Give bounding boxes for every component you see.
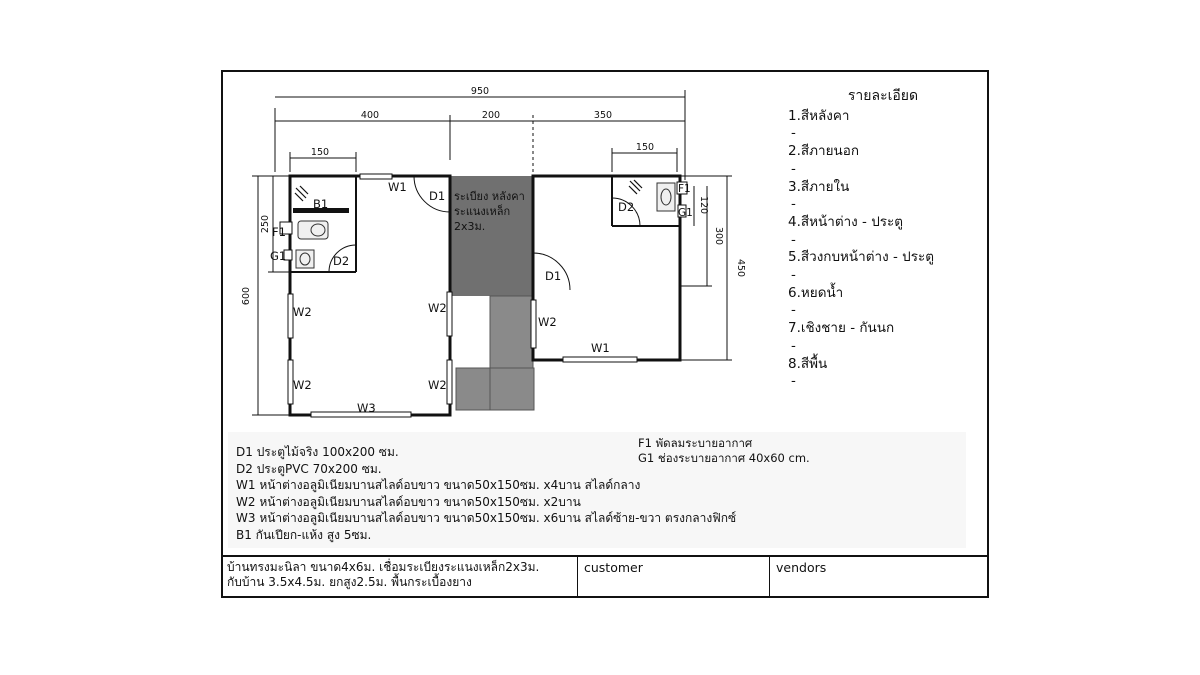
detail-item-interior: 3.สีภายใน	[788, 178, 850, 195]
dim-bath-annex-label: 150	[635, 142, 655, 153]
detail-item-drip: 6.หยดน้ำ	[788, 284, 844, 301]
window-w2-right-upper	[447, 292, 452, 336]
window-w2-annex	[531, 300, 536, 348]
terrace-label-line2: ระแนงเหล็ก	[454, 205, 511, 218]
label-g1-main: G1	[270, 249, 287, 263]
detail-value-drip: -	[791, 302, 796, 319]
details-panel	[788, 88, 978, 391]
detail-value-exterior: -	[791, 160, 796, 177]
legend-d1: D1 ประตูไม้จริง 100x200 ซม.	[236, 445, 399, 459]
label-w1-annex: W1	[591, 341, 610, 355]
label-w1-main: W1	[388, 180, 407, 194]
detail-value-interior: -	[791, 196, 796, 213]
dim-annex-bath-label: 120	[698, 195, 709, 215]
details-title: รายละเอียด	[847, 88, 919, 104]
label-d1-annex: D1	[545, 269, 562, 283]
label-w2-left-lower: W2	[293, 378, 312, 392]
title-block	[221, 555, 989, 598]
title-block-description	[221, 557, 578, 598]
legend-w3: W3 หน้าต่างอลูมิเนียมบานสไลด์อบขาว ขนาด50x150ซม. x6บาน สไลด์ซ้าย-ขวา ตรงกลางฟิกซ์	[236, 511, 737, 526]
window-w2-right-lower	[447, 360, 452, 404]
detail-value-roof: -	[791, 125, 796, 142]
description-line-1: บ้านทรงมะนิลา ขนาด4x6ม. เชื่อมระเบียงระแนงเหล็ก2x3ม.	[227, 560, 540, 574]
detail-item-exterior: 2.สีภายนอก	[788, 143, 860, 160]
label-f1-main: F1	[272, 225, 286, 239]
detail-item-floor: 8.สีพื้น	[788, 355, 828, 372]
title-block-vendors: vendors	[776, 560, 827, 575]
legend-w1: W1 หน้าต่างอลูมิเนียมบานสไลด์อบขาว ขนาด50x150ซม. x4บาน สไลด์กลาง	[236, 478, 641, 493]
window-w1-annex	[563, 357, 637, 362]
detail-value-frame: -	[791, 267, 796, 284]
title-block-customer: customer	[578, 557, 770, 598]
label-w2-right-upper: W2	[428, 301, 447, 315]
label-w3: W3	[357, 401, 376, 415]
label-f1-annex: F1	[678, 183, 691, 195]
detail-value-eave: -	[791, 337, 796, 354]
detail-value-floor: -	[791, 373, 796, 390]
description-line-2: กับบ้าน 3.5x4.5ม. ยกสูง2.5ม. พื้นกระเบื้องยาง	[227, 575, 472, 589]
label-b1: B1	[313, 197, 329, 211]
dim-bath-main-label: 150	[310, 147, 330, 158]
legend-ventilation	[638, 436, 810, 465]
dim-annex-inner-label: 300	[713, 226, 724, 246]
terrace-label-line3: 2x3ม.	[454, 220, 486, 233]
legend-g1: G1 ช่องระบายอากาศ 40x60 cm.	[638, 450, 810, 465]
terrace-label-line1: ระเบียง หลังคา	[454, 190, 525, 203]
label-w2-right-lower: W2	[428, 378, 447, 392]
label-w2-left-upper: W2	[293, 305, 312, 319]
dim-bath-depth-label: 250	[260, 214, 271, 234]
dim-house-label: 400	[360, 110, 380, 121]
label-g1-annex: G1	[678, 207, 693, 219]
detail-item-roof: 1.สีหลังคา	[788, 107, 850, 124]
dim-annex-depth-label: 450	[735, 258, 746, 278]
label-d2-main: D2	[333, 254, 350, 268]
legend-d2: D2 ประตูPVC 70x200 ซม.	[236, 461, 382, 476]
dim-walkway-label: 200	[481, 110, 501, 121]
stair-block	[490, 296, 533, 368]
label-d2-annex: D2	[618, 200, 635, 214]
detail-value-window-door: -	[791, 231, 796, 248]
legend-w2: W2 หน้าต่างอลูมิเนียมบานสไลด์อบขาว ขนาด50x150ซม. x2บาน	[236, 494, 581, 509]
label-w2-annex: W2	[538, 315, 557, 329]
stair-landing	[456, 368, 534, 410]
dim-total-label: 950	[470, 86, 490, 97]
window-w1-main	[360, 174, 392, 179]
legend-b1: B1 กันเปียก-แห้ง สูง 5ซม.	[236, 527, 372, 542]
detail-item-eave: 7.เชิงชาย - กันนก	[788, 320, 895, 337]
detail-item-window-door: 4.สีหน้าต่าง - ประตู	[788, 213, 904, 230]
label-d1-main: D1	[429, 189, 446, 203]
detail-item-frame: 5.สีวงกบหน้าต่าง - ประตู	[788, 249, 934, 266]
dim-annex-label: 350	[593, 110, 613, 121]
legend-f1: F1 พัดลมระบายอากาศ	[638, 436, 753, 450]
dim-depth-label: 600	[241, 286, 252, 306]
